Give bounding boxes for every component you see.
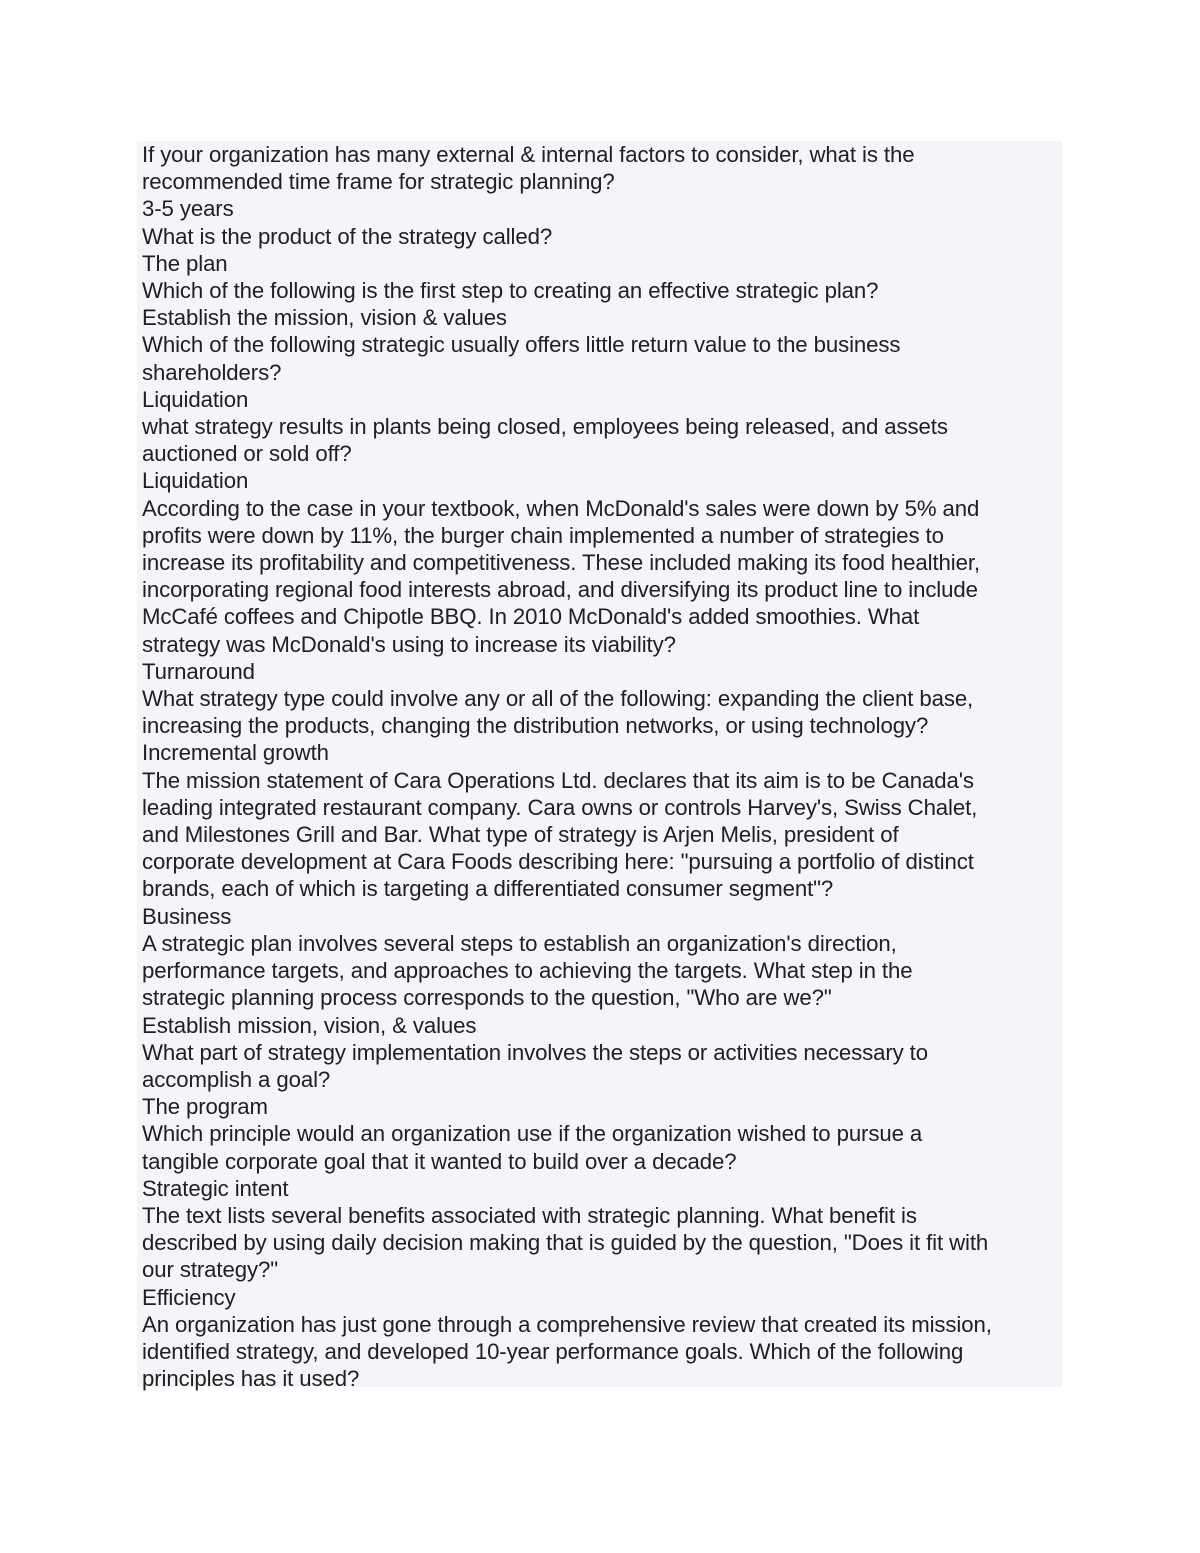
question-line: our strategy?" [142,1257,278,1283]
question-line: and Milestones Grill and Bar. What type of strategy is Arjen Melis, president of [142,822,899,848]
question-line: strategic planning process corresponds to the question, "Who are we?" [142,985,832,1011]
question-line: An organization has just gone through a comprehensive review that created its mission, [142,1311,992,1337]
answer-line: Efficiency [142,1284,236,1310]
question-line: identified strategy, and developed 10-year performance goals. Which of the following [142,1338,964,1364]
question-line: A strategic plan involves several steps to establish an organization's direction, [142,930,897,956]
question-line: Which principle would an organization use if the organization wished to pursue a [142,1121,923,1147]
question-line: According to the case in your textbook, when McDonald's sales were down by 5% and [142,495,980,521]
question-line: auctioned or sold off? [142,441,352,467]
answer-line: Incremental growth [142,740,329,766]
question-line: shareholders? [142,359,282,385]
answer-line: The plan [142,250,228,276]
question-line: what strategy results in plants being closed, employees being released, and assets [142,414,948,440]
question-line: leading integrated restaurant company. Cara owns or controls Harvey's, Swiss Chalet, [142,794,978,820]
question-line: incorporating regional food interests abroad, and diversifying its product line to include [142,577,978,603]
question-line: increasing the products, changing the distribution networks, or using technology? [142,713,929,739]
answer-line: Liquidation [142,468,249,494]
question-line: What strategy type could involve any or all of the following: expanding the client base, [142,686,974,712]
answer-line: Turnaround [142,658,255,684]
question-line: If your organization has many external & internal factors to consider, what is the [142,142,915,167]
question-line: accomplish a goal? [142,1066,331,1092]
question-line: brands, each of which is targeting a differentiated consumer segment"? [142,876,834,902]
answer-line: Establish the mission, vision & values [142,305,507,331]
question-line: McCafé coffees and Chipotle BBQ. In 2010 McDonald's added smoothies. What [142,604,920,630]
question-line: increase its profitability and competitiveness. These included making its food healthier, [142,550,980,576]
question-line: What part of strategy implementation involves the steps or activities necessary to [142,1039,928,1065]
qa-text-block [137,141,1062,1392]
question-line: recommended time frame for strategic planning? [142,169,615,195]
question-line: corporate development at Cara Foods describing here: "pursuing a portfolio of distinct [142,849,974,875]
question-line: Which of the following strategic usually offers little return value to the business [142,332,901,358]
question-line: profits were down by 11%, the burger chain implemented a number of strategies to [142,522,944,548]
question-line: The text lists several benefits associated with strategic planning. What benefit is [142,1202,917,1228]
answer-line: Establish mission, vision, & values [142,1012,477,1038]
answer-line: Business [142,903,232,929]
question-line: performance targets, and approaches to achieving the targets. What step in the [142,958,913,984]
question-line: tangible corporate goal that it wanted to build over a decade? [142,1148,737,1174]
question-line: described by using daily decision making that is guided by the question, "Does it fit with [142,1230,989,1256]
question-line: Which of the following is the first step to creating an effective strategic plan? [142,278,879,304]
question-line: What is the product of the strategy called? [142,223,553,249]
answer-line: The program [142,1094,268,1120]
question-line: principles has it used? [142,1366,360,1392]
question-line: The mission statement of Cara Operations Ltd. declares that its aim is to be Canada's [142,767,974,793]
question-line: strategy was McDonald's using to increase its viability? [142,631,676,657]
answer-line: 3-5 years [142,196,234,222]
answer-line: Strategic intent [142,1175,289,1201]
answer-line: Liquidation [142,386,249,412]
